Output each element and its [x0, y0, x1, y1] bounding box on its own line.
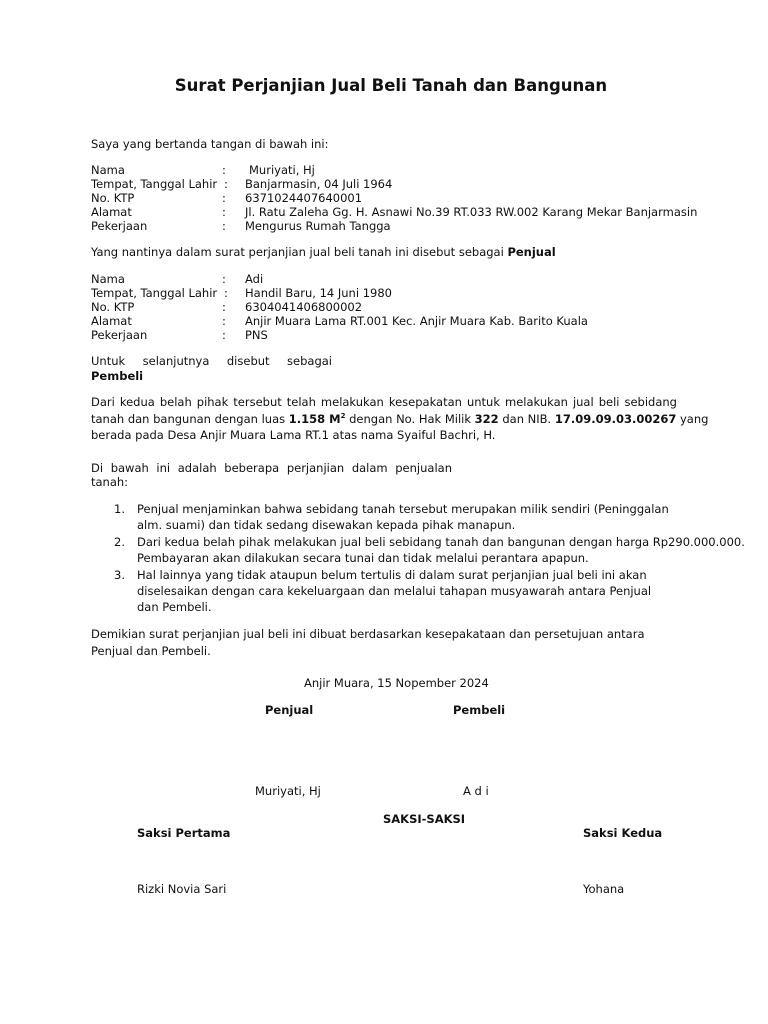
field-label: Tempat, Tanggal Lahir [91, 177, 218, 191]
term-line: diselesaikan dengan cara kekeluargaan dan melalui tahapan musyawarah antara Penjual [137, 584, 652, 598]
field-value: Adi [245, 272, 264, 286]
term-line: Pembayaran akan dilakukan secara tunai dan tidak melalui perantara apapun. [137, 551, 589, 565]
land-area-unit-power: 2 [340, 412, 346, 421]
field-colon: : [222, 300, 226, 314]
term-number: 1. [114, 502, 125, 516]
field-label: Pekerjaan [91, 219, 148, 233]
agreement-text: dengan No. Hak Milik [345, 412, 475, 426]
land-area: 1.158 M [288, 412, 341, 426]
field-colon: : [224, 286, 228, 300]
field-colon: : [222, 272, 226, 286]
witness-heading: SAKSI-SAKSI [383, 812, 466, 826]
agreement-text: yang [676, 412, 709, 426]
field-label: Tempat, Tanggal Lahir [91, 286, 218, 300]
term-line: Hal lainnya yang tidak ataupun belum tertulis di dalam surat perjanjian jual beli ini akan [137, 568, 647, 582]
term-line: Dari kedua belah pihak melakukan jual beli sebidang tanah dan bangunan dengan harga Rp290.000.000. [137, 535, 745, 549]
closing-line: Demikian surat perjanjian jual beli ini dibuat berdasarkan kesepakataan dan persetujuan antara [91, 627, 645, 641]
second-witness-name: Yohana [583, 882, 625, 896]
field-value: Mengurus Rumah Tangga [245, 219, 391, 233]
seller-signature-name: Muriyati, Hj [255, 784, 321, 798]
field-value: Muriyati, Hj [249, 163, 315, 177]
page-title: Surat Perjanjian Jual Beli Tanah dan Bangunan [174, 76, 608, 95]
field-label: No. KTP [91, 191, 135, 205]
terms-intro-line: Di bawah ini adalah beberapa perjanjian dalam penjualan [91, 461, 452, 475]
term-line: dan Pembeli. [137, 600, 212, 614]
designation-text: Untuk selanjutnya disebut sebagai [91, 354, 332, 368]
field-label: Alamat [91, 314, 132, 328]
second-witness-heading: Saksi Kedua [583, 826, 663, 840]
designation-text: Yang nantinya dalam surat perjanjian jual beli tanah ini disebut sebagai [91, 245, 508, 259]
first-witness-name: Rizki Novia Sari [137, 882, 227, 896]
field-colon: : [222, 328, 226, 342]
term-number: 3. [114, 568, 125, 582]
first-witness-heading: Saksi Pertama [137, 826, 231, 840]
hak-milik-number: 322 [474, 412, 499, 426]
intro-text: Saya yang bertanda tangan di bawah ini: [91, 137, 329, 151]
field-value: 6304041406800002 [245, 300, 363, 314]
term-number: 2. [114, 535, 125, 549]
field-value: Banjarmasin, 04 Juli 1964 [245, 177, 393, 191]
field-colon: : [224, 177, 228, 191]
agreement-text: tanah dan bangunan dengan luas [91, 412, 289, 426]
field-colon: : [222, 205, 226, 219]
field-colon: : [222, 314, 226, 328]
field-value: PNS [245, 328, 268, 342]
field-value: 6371024407640001 [245, 191, 363, 205]
field-value: Jl. Ratu Zaleha Gg. H. Asnawi No.39 RT.033 RW.002 Karang Mekar Banjarmasin [245, 205, 698, 219]
seller-signature-heading: Penjual [265, 703, 314, 717]
agreement-line [91, 411, 708, 427]
designation-role: Penjual [507, 245, 556, 259]
agreement-line: berada pada Desa Anjir Muara Lama RT.1 atas nama Syaiful Bachri, H. [91, 428, 496, 442]
field-label: Nama [91, 272, 125, 286]
field-colon: : [222, 191, 226, 205]
agreement-line: Dari kedua belah pihak tersebut telah melakukan kesepakatan untuk melakukan jual beli sebidang [91, 395, 677, 409]
field-colon: : [222, 219, 226, 233]
field-value: Handil Baru, 14 Juni 1980 [245, 286, 392, 300]
buyer-signature-heading: Pembeli [453, 703, 506, 717]
designation-role: Pembeli [91, 369, 144, 383]
field-label: Pekerjaan [91, 328, 148, 342]
seller-designation [91, 245, 556, 259]
field-label: No. KTP [91, 300, 135, 314]
field-colon: : [222, 163, 226, 177]
closing-line: Penjual dan Pembeli. [91, 644, 211, 658]
field-value: Anjir Muara Lama RT.001 Kec. Anjir Muara Kab. Barito Kuala [245, 314, 588, 328]
term-line: Penjual menjaminkan bahwa sebidang tanah tersebut merupakan milik sendiri (Peninggalan [137, 502, 669, 516]
place-date: Anjir Muara, 15 Nopember 2024 [304, 676, 489, 690]
nib-number: 17.09.09.03.00267 [554, 412, 677, 426]
field-label: Alamat [91, 205, 132, 219]
field-label: Nama [91, 163, 125, 177]
agreement-text: dan NIB. [498, 412, 555, 426]
terms-intro-line: tanah: [91, 475, 129, 489]
term-line: alm. suami) dan tidak sedang disewakan kepada pihak manapun. [137, 518, 516, 532]
buyer-signature-name: A d i [463, 784, 489, 798]
